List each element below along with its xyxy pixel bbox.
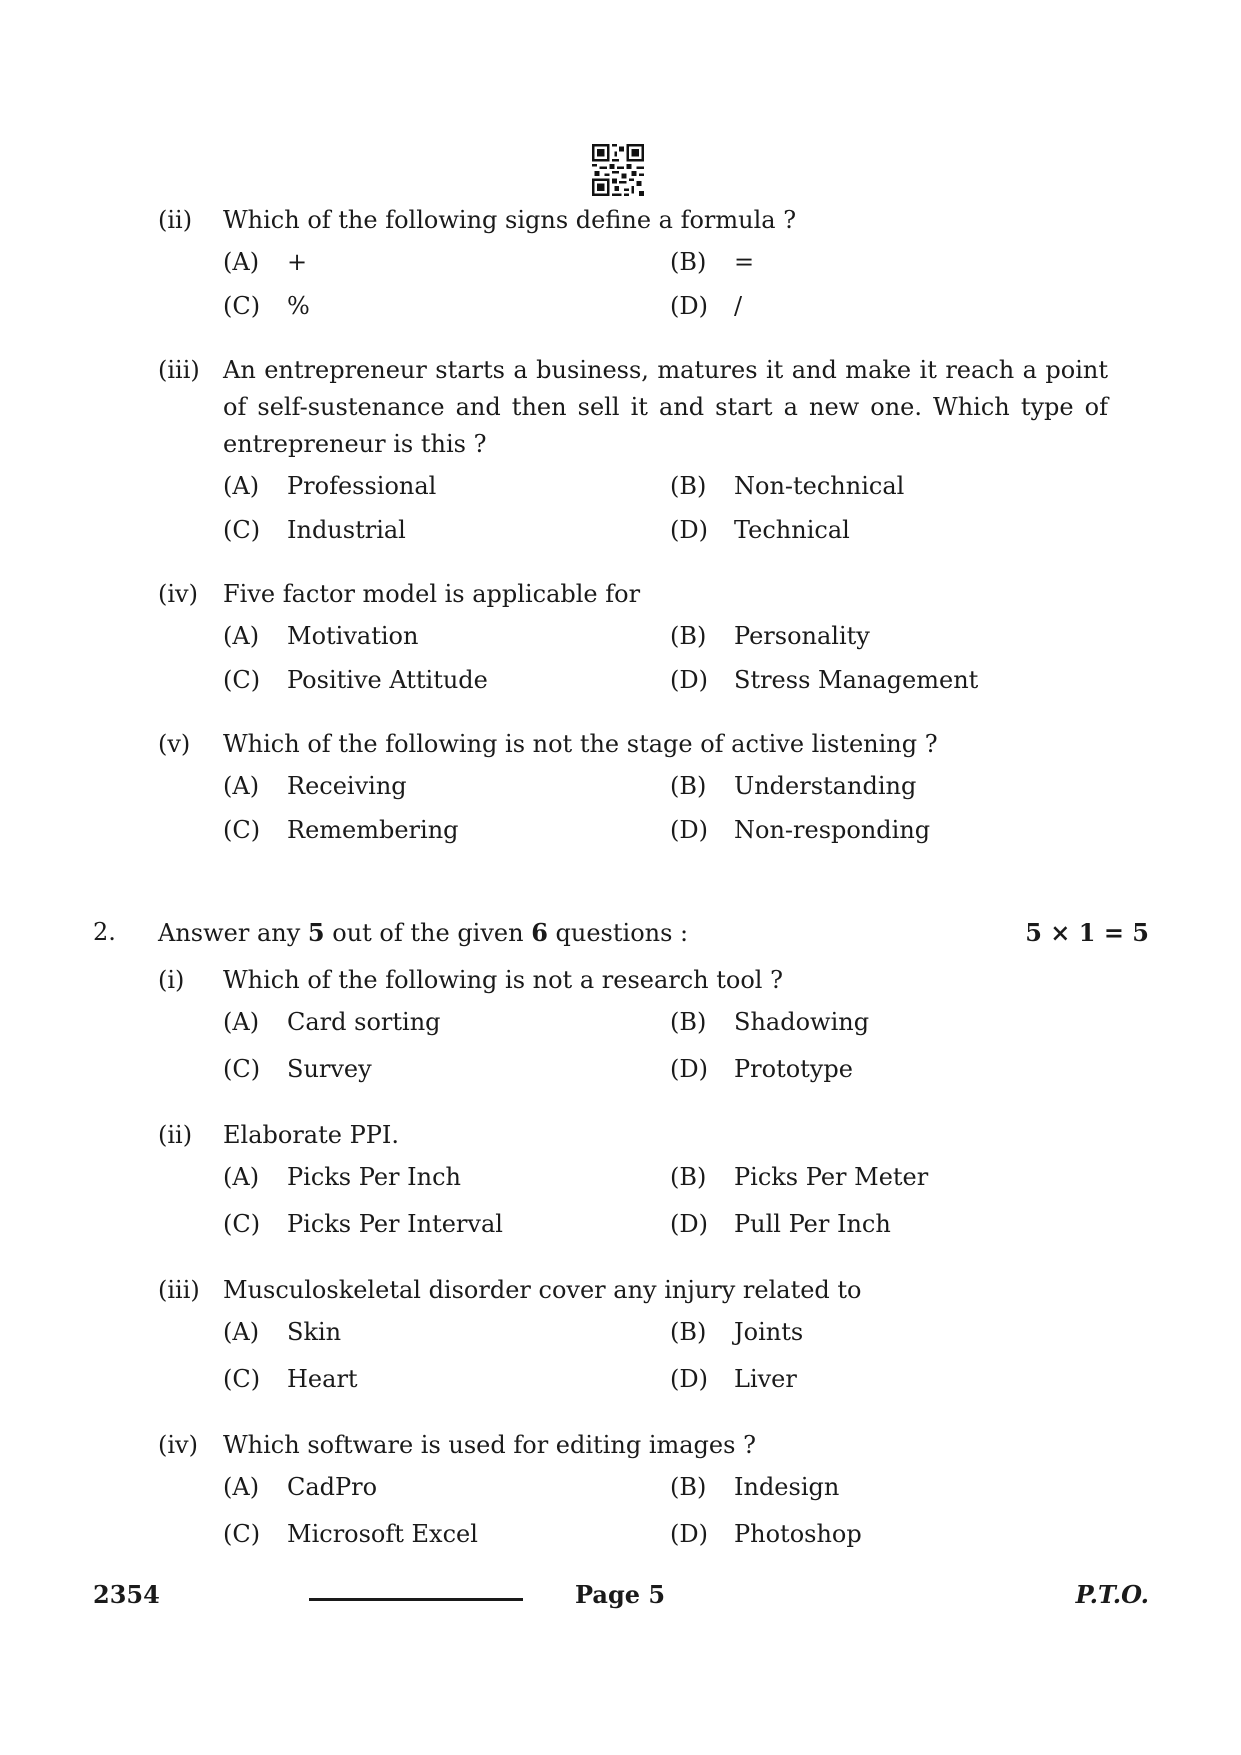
option-c: (C) Survey bbox=[223, 1055, 372, 1083]
question-number: (iv) bbox=[158, 1431, 198, 1459]
question-number: (ii) bbox=[158, 206, 193, 234]
question-number: (iv) bbox=[158, 580, 198, 608]
instruction: Answer any 5 out of the given 6 questions : bbox=[158, 918, 689, 947]
option-d: (D) Non-responding bbox=[670, 816, 931, 844]
question-text: Which software is used for editing images ? bbox=[223, 1431, 756, 1459]
marks: 5 × 1 = 5 bbox=[1025, 918, 1149, 947]
question-2-ii bbox=[158, 1117, 1108, 1253]
qr-code-icon bbox=[592, 144, 644, 196]
option-d: (D) Liver bbox=[670, 1365, 797, 1393]
option-c: (C) Heart bbox=[223, 1365, 358, 1393]
option-b: (B) Non-technical bbox=[670, 472, 905, 500]
options bbox=[223, 468, 1108, 556]
page-number: Page 5 bbox=[575, 1580, 666, 1609]
options bbox=[223, 1469, 1108, 1563]
question-number: (iii) bbox=[158, 1276, 200, 1304]
question-text: Musculoskeletal disorder cover any injury related to bbox=[223, 1276, 862, 1304]
option-a: (A) Skin bbox=[223, 1318, 342, 1346]
question-text: Five factor model is applicable for bbox=[223, 580, 641, 608]
option-b: (B) Indesign bbox=[670, 1473, 840, 1501]
options bbox=[223, 1314, 1108, 1408]
option-b: (B) Personality bbox=[670, 622, 870, 650]
question-1-iv bbox=[158, 576, 1108, 706]
question-1-ii bbox=[158, 202, 1108, 332]
option-a: (A) Motivation bbox=[223, 622, 419, 650]
option-d: (D) Pull Per Inch bbox=[670, 1210, 891, 1238]
option-b: (B) = bbox=[670, 248, 755, 276]
question-text: An entrepreneur starts a business, matures it and make it reach a point of self-sustenance and then sell it and start a new one. Which type of entrepreneur is this ? bbox=[223, 356, 1108, 458]
option-b: (B) Joints bbox=[670, 1318, 804, 1346]
option-c: (C) Positive Attitude bbox=[223, 666, 488, 694]
option-c: (C) Industrial bbox=[223, 516, 406, 544]
question-text: Which of the following is not a research tool ? bbox=[223, 966, 783, 994]
page-footer bbox=[93, 1580, 1149, 1616]
question-text: Which of the following is not the stage of active listening ? bbox=[223, 730, 938, 758]
option-d: (D) / bbox=[670, 292, 743, 320]
question-text: Elaborate PPI. bbox=[223, 1121, 399, 1149]
question-text: Which of the following signs define a formula ? bbox=[223, 206, 797, 234]
question-1-v bbox=[158, 726, 1108, 856]
option-b: (B) Shadowing bbox=[670, 1008, 870, 1036]
footer-divider bbox=[309, 1598, 523, 1601]
option-a: (A) Professional bbox=[223, 472, 437, 500]
question-2-iv bbox=[158, 1427, 1108, 1563]
option-c: (C) Remembering bbox=[223, 816, 459, 844]
question-number: (i) bbox=[158, 966, 185, 994]
option-d: (D) Prototype bbox=[670, 1055, 853, 1083]
question-number: (iii) bbox=[158, 356, 200, 384]
options bbox=[223, 1004, 1108, 1098]
question-number: 2. bbox=[93, 918, 116, 946]
option-a: (A) Receiving bbox=[223, 772, 407, 800]
option-d: (D) Stress Management bbox=[670, 666, 979, 694]
options bbox=[223, 244, 1108, 332]
question-number: (ii) bbox=[158, 1121, 193, 1149]
option-a: (A) Card sorting bbox=[223, 1008, 441, 1036]
question-number: (v) bbox=[158, 730, 191, 758]
option-c: (C) % bbox=[223, 292, 310, 320]
paper-code: 2354 bbox=[93, 1580, 160, 1609]
question-1-iii bbox=[158, 352, 1108, 556]
option-b: (B) Picks Per Meter bbox=[670, 1163, 929, 1191]
question-2-iii bbox=[158, 1272, 1108, 1408]
option-c: (C) Microsoft Excel bbox=[223, 1520, 478, 1548]
option-a: (A) Picks Per Inch bbox=[223, 1163, 461, 1191]
question-2-i bbox=[158, 962, 1108, 1098]
option-b: (B) Understanding bbox=[670, 772, 917, 800]
option-a: (A) CadPro bbox=[223, 1473, 378, 1501]
option-c: (C) Picks Per Interval bbox=[223, 1210, 503, 1238]
please-turn-over: P.T.O. bbox=[1075, 1580, 1149, 1609]
option-d: (D) Photoshop bbox=[670, 1520, 862, 1548]
option-a: (A) + bbox=[223, 248, 308, 276]
options bbox=[223, 1159, 1108, 1253]
options bbox=[223, 618, 1108, 706]
options bbox=[223, 768, 1108, 856]
option-d: (D) Technical bbox=[670, 516, 850, 544]
